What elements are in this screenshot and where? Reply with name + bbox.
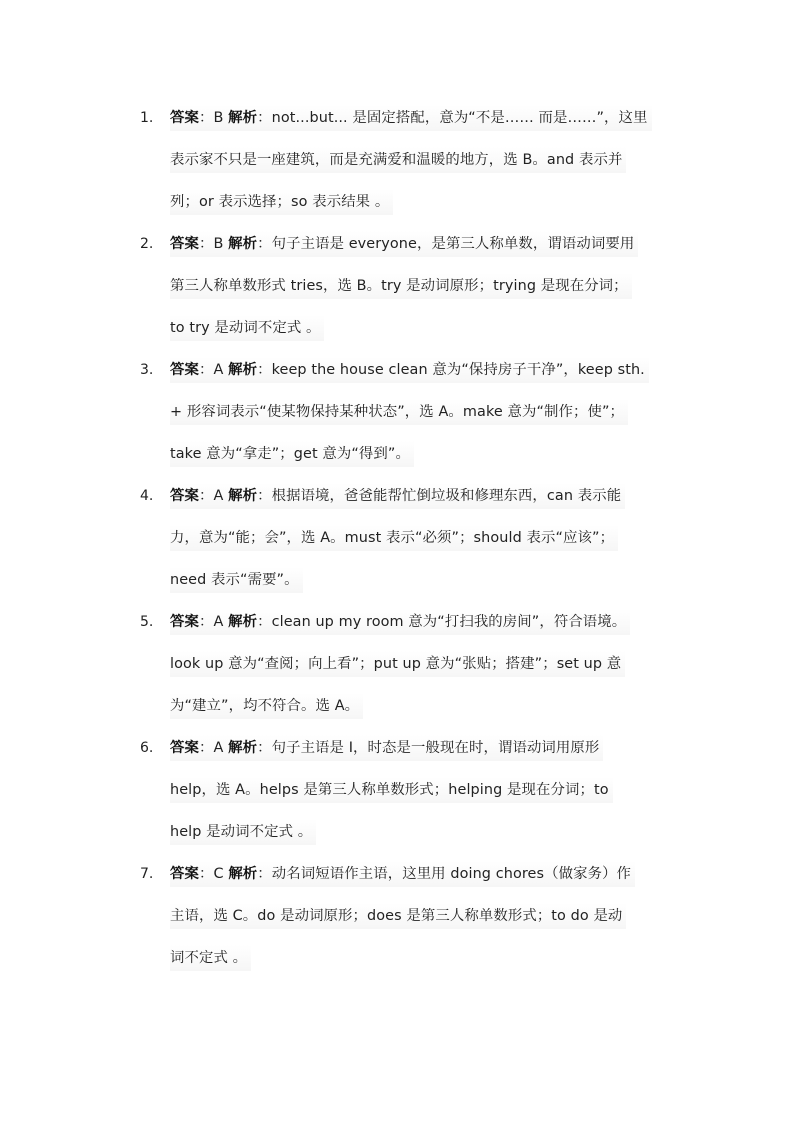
item-line-1 — [170, 601, 690, 643]
item-number: 7. — [140, 866, 154, 882]
item-line-3 — [170, 685, 690, 727]
answer-value: ：A — [198, 362, 229, 378]
answer-item-3 — [0, 349, 800, 475]
answer-label: 答案 — [170, 110, 199, 126]
analysis-text: + 形容词表示“使某物保持某种状态”，选 A。make 意为“制作；使”； — [170, 399, 628, 425]
answer-label: 答案 — [170, 362, 199, 378]
analysis-text: 为“建立”，均不符合。选 A。 — [170, 693, 363, 719]
item-line-2 — [170, 391, 690, 433]
analysis-label: 解析 — [228, 866, 258, 882]
analysis-text: ：动名词短语作主语，这里用 doing chores（做家务）作 — [257, 866, 632, 882]
item-number: 2. — [140, 236, 154, 252]
answer-label: 答案 — [170, 488, 199, 504]
item-number: 4. — [140, 488, 154, 504]
item-line-1 — [170, 853, 690, 895]
answer-value: ：B — [198, 236, 229, 252]
answer-value: ：A — [198, 614, 229, 630]
analysis-label: 解析 — [228, 110, 258, 126]
analysis-text: 表示家不只是一座建筑，而是充满爱和温暖的地方，选 B。and 表示并 — [170, 147, 626, 173]
answer-value: ：C — [198, 866, 229, 882]
answer-item-1 — [0, 97, 800, 223]
analysis-text: ：句子主语是 everyone，是第三人称单数，谓语动词要用 — [257, 236, 635, 252]
analysis-text: look up 意为“查阅；向上看”；put up 意为“张贴；搭建”；set up 意 — [170, 651, 625, 677]
analysis-label: 解析 — [228, 488, 258, 504]
item-line-3 — [170, 307, 690, 349]
item-number: 1. — [140, 110, 154, 126]
item-line-2 — [170, 265, 690, 307]
analysis-text: ：根据语境，爸爸能帮忙倒垃圾和修理东西，can 表示能 — [257, 488, 622, 504]
answer-item-5 — [0, 601, 800, 727]
item-line-2 — [170, 139, 690, 181]
item-line-3 — [170, 811, 690, 853]
analysis-label: 解析 — [228, 236, 258, 252]
analysis-text: need 表示“需要”。 — [170, 567, 303, 593]
answer-value: ：A — [198, 740, 229, 756]
item-line-3 — [170, 181, 690, 223]
answer-list — [0, 97, 800, 979]
analysis-label: 解析 — [228, 740, 258, 756]
analysis-text: ：not...but... 是固定搭配，意为“不是…… 而是……”，这里 — [257, 110, 648, 126]
analysis-text: to try 是动词不定式 。 — [170, 315, 324, 341]
analysis-text: 第三人称单数形式 tries，选 B。try 是动词原形；trying 是现在分词； — [170, 273, 632, 299]
item-line-2 — [170, 769, 690, 811]
analysis-text: ：句子主语是 I，时态是一般现在时，谓语动词用原形 — [257, 740, 600, 756]
item-line-1 — [170, 475, 690, 517]
answer-item-6 — [0, 727, 800, 853]
answer-item-7 — [0, 853, 800, 979]
analysis-text: help，选 A。helps 是第三人称单数形式；helping 是现在分词；to — [170, 777, 613, 803]
answer-label: 答案 — [170, 740, 199, 756]
item-line-1 — [170, 97, 690, 139]
answer-value: ：A — [198, 488, 229, 504]
item-number: 3. — [140, 362, 154, 378]
analysis-label: 解析 — [228, 362, 258, 378]
item-line-2 — [170, 895, 690, 937]
item-line-3 — [170, 937, 690, 979]
answer-item-4 — [0, 475, 800, 601]
analysis-text: 列；or 表示选择；so 表示结果 。 — [170, 189, 393, 215]
answer-label: 答案 — [170, 236, 199, 252]
analysis-text: take 意为“拿走”；get 意为“得到”。 — [170, 441, 414, 467]
answer-label: 答案 — [170, 614, 199, 630]
item-number: 5. — [140, 614, 154, 630]
analysis-text: ：clean up my room 意为“打扫我的房间”，符合语境。 — [257, 614, 627, 630]
item-line-1 — [170, 223, 690, 265]
item-line-1 — [170, 349, 690, 391]
item-line-3 — [170, 559, 690, 601]
item-line-3 — [170, 433, 690, 475]
answer-label: 答案 — [170, 866, 199, 882]
analysis-text: 词不定式 。 — [170, 945, 251, 971]
analysis-text: help 是动词不定式 。 — [170, 819, 316, 845]
answer-value: ：B — [198, 110, 229, 126]
analysis-text: 主语，选 C。do 是动词原形；does 是第三人称单数形式；to do 是动 — [170, 903, 626, 929]
item-line-2 — [170, 643, 690, 685]
analysis-label: 解析 — [228, 614, 258, 630]
item-number: 6. — [140, 740, 154, 756]
analysis-text: ：keep the house clean 意为“保持房子干净”，keep sth. — [257, 362, 645, 378]
analysis-text: 力，意为“能；会”，选 A。must 表示“必须”；should 表示“应该”； — [170, 525, 618, 551]
answer-item-2 — [0, 223, 800, 349]
item-line-2 — [170, 517, 690, 559]
item-line-1 — [170, 727, 690, 769]
